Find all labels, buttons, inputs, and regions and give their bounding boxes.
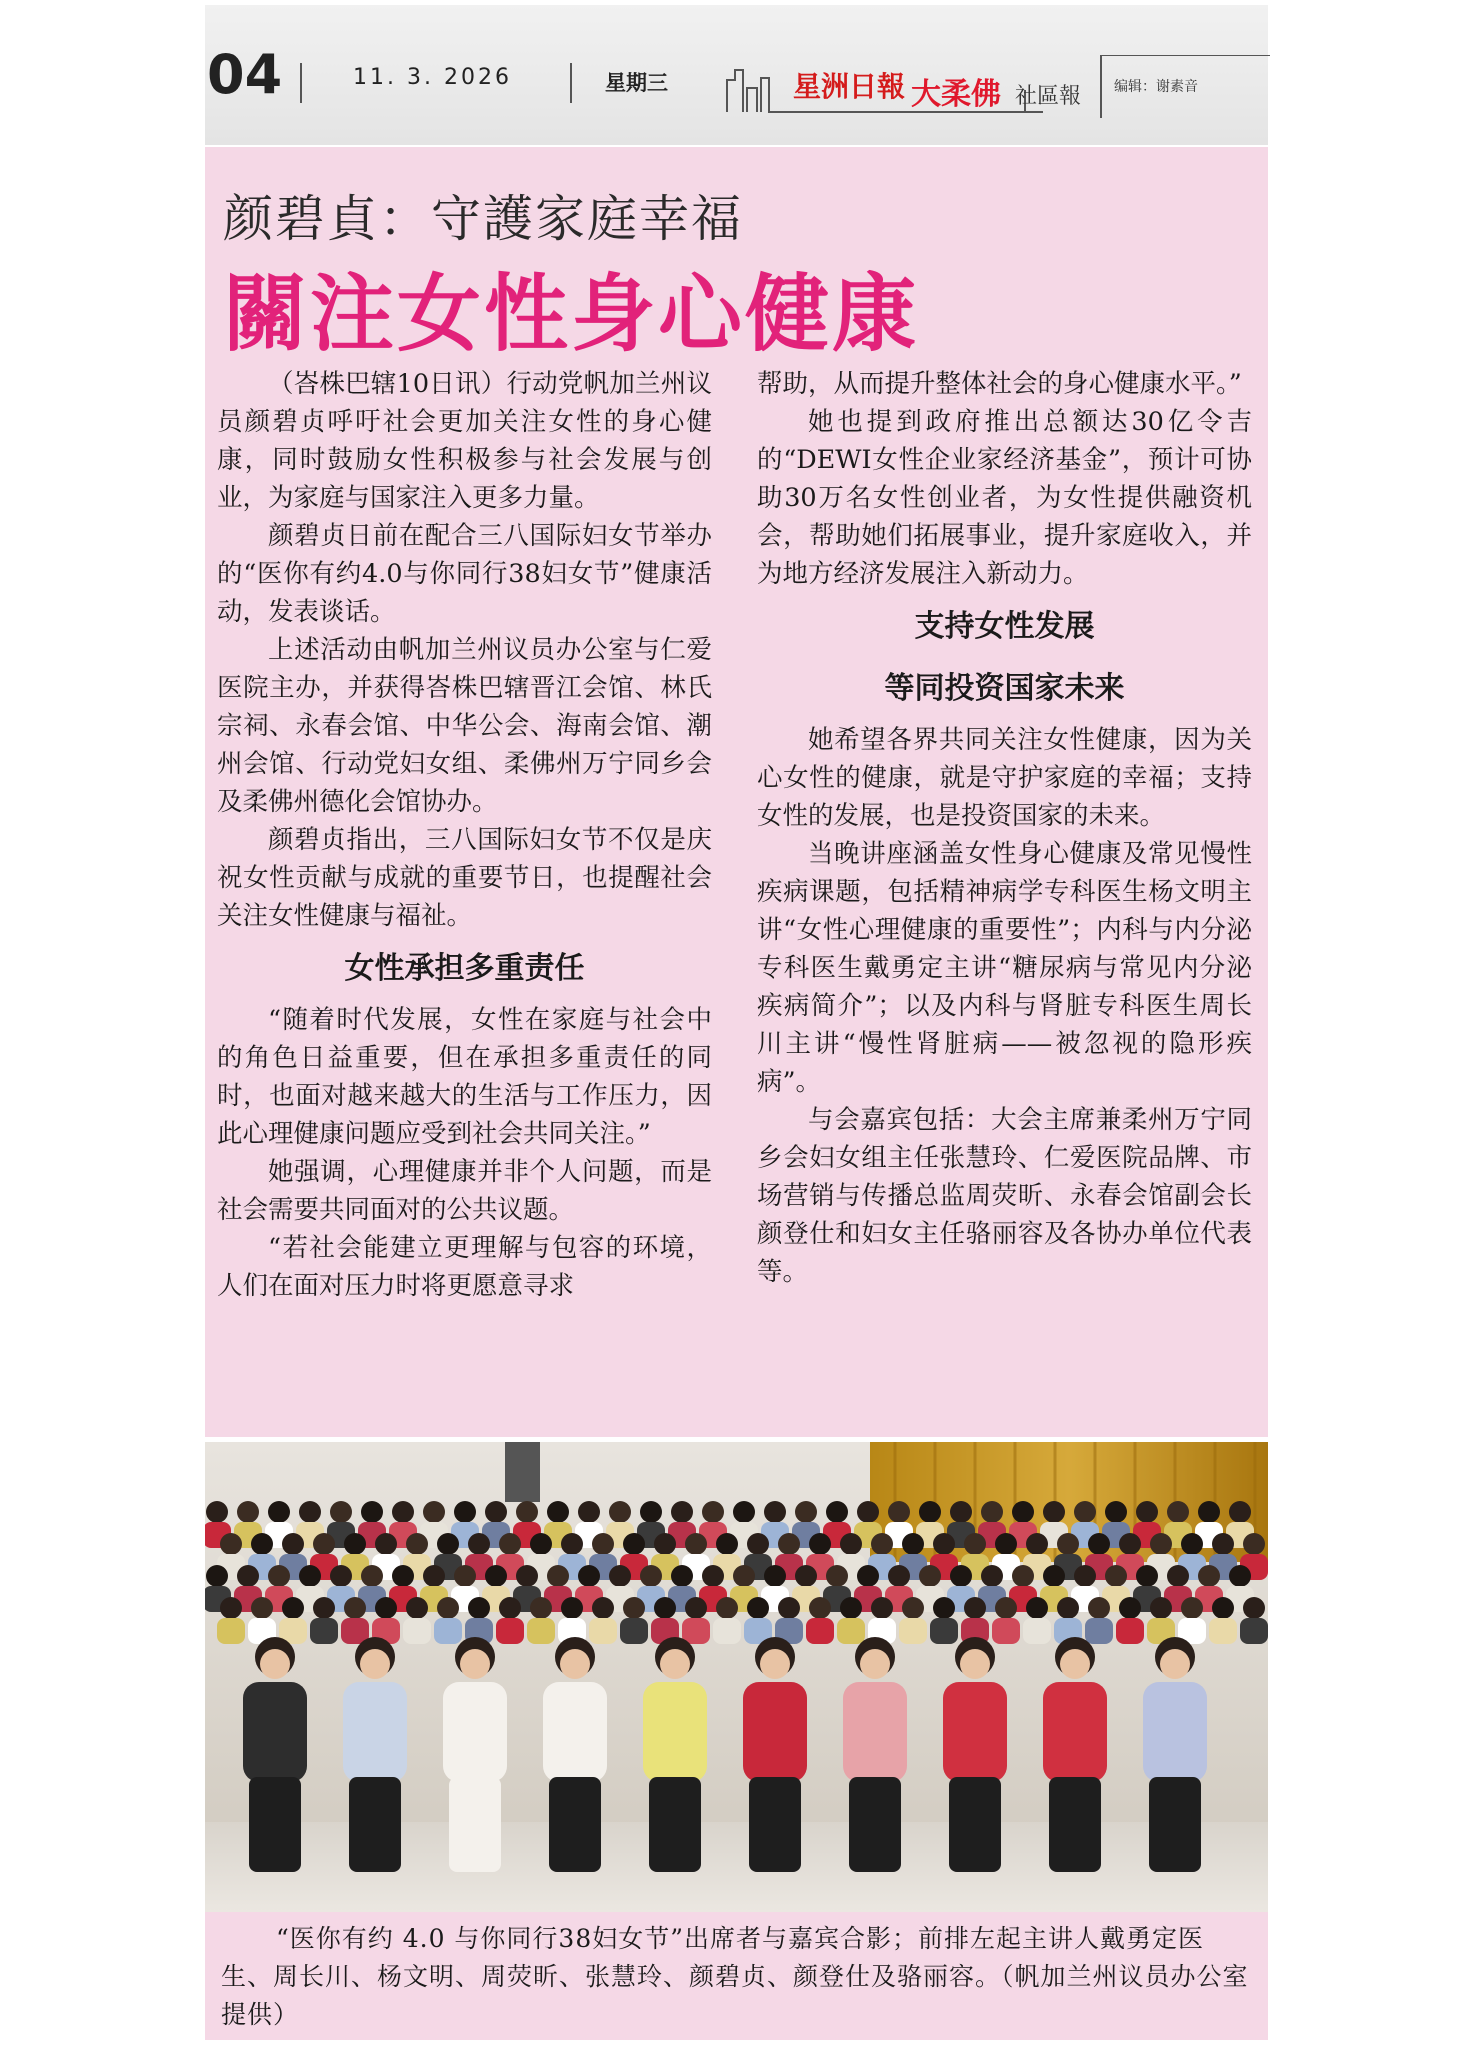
guest-body [443, 1682, 507, 1782]
audience-body [1240, 1618, 1268, 1644]
audience-head [1043, 1565, 1065, 1587]
brand-logo: 星洲日報 [793, 70, 906, 103]
audience-head [237, 1565, 259, 1587]
audience-head [282, 1597, 304, 1619]
audience-head [330, 1565, 352, 1587]
header-divider [300, 63, 302, 103]
audience-body [620, 1618, 648, 1644]
audience-head [268, 1565, 290, 1587]
audience-head [1074, 1565, 1096, 1587]
audience-head [902, 1533, 924, 1555]
audience-head [778, 1533, 800, 1555]
audience-head [468, 1597, 490, 1619]
audience-head [516, 1565, 538, 1587]
audience-head [423, 1565, 445, 1587]
audience-head [1043, 1501, 1065, 1523]
audience-body [1085, 1618, 1113, 1644]
audience-head [1012, 1565, 1034, 1587]
audience-head [1026, 1533, 1048, 1555]
audience-body [992, 1618, 1020, 1644]
audience-head [206, 1501, 228, 1523]
audience-body [527, 1618, 555, 1644]
audience-head [251, 1533, 273, 1555]
audience-head [313, 1533, 335, 1555]
audience-head [361, 1565, 383, 1587]
group-photo [205, 1442, 1268, 1912]
photo-caption-box [205, 1912, 1268, 2040]
audience-head [578, 1501, 600, 1523]
audience-head [375, 1597, 397, 1619]
audience-body [589, 1618, 617, 1644]
guest-body [643, 1682, 707, 1782]
guest-legs [949, 1777, 1001, 1872]
guest-body [1043, 1682, 1107, 1782]
guest-legs [649, 1777, 701, 1872]
audience-body [806, 1618, 834, 1644]
audience-body [682, 1618, 710, 1644]
audience-head [1074, 1501, 1096, 1523]
audience-head [1212, 1597, 1234, 1619]
audience-head [764, 1565, 786, 1587]
audience-head [964, 1597, 986, 1619]
audience-head [778, 1597, 800, 1619]
audience-body [930, 1618, 958, 1644]
newspaper-page [205, 5, 1268, 2040]
audience-head [623, 1533, 645, 1555]
audience-head [1150, 1597, 1172, 1619]
audience-head [671, 1565, 693, 1587]
guest-body [943, 1682, 1007, 1782]
audience-head [1243, 1533, 1265, 1555]
guest-face [1160, 1649, 1190, 1679]
audience-head [1181, 1533, 1203, 1555]
audience-head [485, 1501, 507, 1523]
audience-head [330, 1501, 352, 1523]
audience-head [392, 1565, 414, 1587]
issue-date: 11. 3. 2026 [353, 65, 512, 90]
audience-head [640, 1501, 662, 1523]
audience-head [919, 1501, 941, 1523]
audience-head [1057, 1597, 1079, 1619]
audience-head [1212, 1533, 1234, 1555]
guest-legs [549, 1777, 601, 1872]
article [205, 147, 1268, 1437]
audience-head [640, 1565, 662, 1587]
audience-head [840, 1597, 862, 1619]
audience-head [747, 1533, 769, 1555]
audience-head [857, 1501, 879, 1523]
guest-legs [349, 1777, 401, 1872]
audience-head [530, 1533, 552, 1555]
audience-head [888, 1501, 910, 1523]
audience-head [671, 1501, 693, 1523]
article-paragraph: 当晚讲座涵盖女性身心健康及常见慢性疾病课题，包括精神病学专科医生杨文明主讲“女性心理健康的重要性”；内科与内分泌专科医生戴勇定主讲“糖尿病与常见内分泌疾病简介”；以及内科与肾脏专科医生周长川主讲“慢性肾脏病——被忽视的隐形疾病”。 [757, 839, 1252, 1097]
audience-head [344, 1597, 366, 1619]
audience-head [530, 1597, 552, 1619]
audience-head [950, 1565, 972, 1587]
audience-head [888, 1565, 910, 1587]
article-paragraph: 她希望各界共同关注女性健康，因为关心女性的健康，就是守护家庭的幸福；支持女性的发展，也是投资国家的未来。 [757, 725, 1252, 831]
audience-head [795, 1501, 817, 1523]
audience-head [702, 1501, 724, 1523]
section-logo: 大柔佛 [911, 77, 1001, 112]
audience-head [809, 1597, 831, 1619]
audience-head [592, 1597, 614, 1619]
article-paragraph: 上述活动由帆加兰州议员办公室与仁爱医院主办，并获得峇株巴辖晋江会馆、林氏宗祠、永春会馆、中华公会、海南会馆、潮州会馆、行动党妇女组、柔佛州万宁同乡会及柔佛州德化会馆协办。 [217, 635, 712, 817]
article-kicker: 颜碧貞：守護家庭幸福 [223, 190, 743, 248]
audience-head [1167, 1565, 1189, 1587]
audience-head [516, 1501, 538, 1523]
audience-head [299, 1565, 321, 1587]
audience-head [995, 1597, 1017, 1619]
article-paragraph: 她强调，心理健康并非个人问题，而是社会需要共同面对的公共议题。 [217, 1157, 712, 1225]
audience-body [310, 1618, 338, 1644]
audience-head [995, 1533, 1017, 1555]
audience-body [1209, 1618, 1237, 1644]
audience-head [809, 1533, 831, 1555]
article-paragraph: 与会嘉宾包括：大会主席兼柔州万宁同乡会妇女组主任张慧玲、仁爱医院品牌、市场营销与传播总监周荧昕、永春会馆副会长颜登仕和妇女主任骆丽容及各协办单位代表等。 [757, 1105, 1252, 1287]
article-paragraph: “随着时代发展，女性在家庭与社会中的角色日益重要，但在承担多重责任的同时，也面对越来越大的生活与工作压力，因此心理健康问题应受到社会共同关注。” [217, 1005, 712, 1149]
audience-head [313, 1597, 335, 1619]
audience-head [1105, 1501, 1127, 1523]
audience-head [437, 1597, 459, 1619]
audience-head [547, 1565, 569, 1587]
audience-head [702, 1565, 724, 1587]
audience-head [1088, 1533, 1110, 1555]
audience-head [685, 1597, 707, 1619]
audience-body [434, 1618, 462, 1644]
audience-head [1105, 1565, 1127, 1587]
article-paragraph: （峇株巴辖10日讯）行动党帆加兰州议员颜碧贞呼吁社会更加关注女性的身心健康，同时鼓励女性积极参与社会发展与创业，为家庭与国家注入更多力量。 [217, 369, 712, 513]
audience-head [902, 1597, 924, 1619]
audience-head [981, 1501, 1003, 1523]
audience-head [468, 1533, 490, 1555]
audience-body [496, 1618, 524, 1644]
audience-head [361, 1501, 383, 1523]
section-subhead: 等同投资国家未来 [884, 671, 1125, 706]
audience-head [840, 1533, 862, 1555]
guest-legs [449, 1777, 501, 1872]
guest-body [243, 1682, 307, 1782]
audience-head [1181, 1597, 1203, 1619]
audience-head [685, 1533, 707, 1555]
audience-head [654, 1533, 676, 1555]
audience-head [1119, 1533, 1141, 1555]
audience-head [654, 1597, 676, 1619]
audience-head [454, 1501, 476, 1523]
audience-head [623, 1597, 645, 1619]
audience-head [406, 1533, 428, 1555]
article-headline: 關注女性身心健康 [223, 265, 920, 363]
audience-head [826, 1565, 848, 1587]
article-paragraph: “若社会能建立更理解与包容的环境，人们在面对压力时将更愿意寻求 [217, 1233, 712, 1301]
audience-head [933, 1597, 955, 1619]
audience-head [871, 1533, 893, 1555]
guest-body [1143, 1682, 1207, 1782]
audience-head [716, 1597, 738, 1619]
audience-body [837, 1618, 865, 1644]
audience-head [299, 1501, 321, 1523]
guest-face [860, 1649, 890, 1679]
audience-head [220, 1597, 242, 1619]
audience-head [981, 1565, 1003, 1587]
article-right-column [757, 365, 1252, 1291]
audience-head [1119, 1597, 1141, 1619]
section-subhead: 支持女性发展 [914, 609, 1095, 644]
editor-box [1100, 55, 1270, 118]
article-left-column [217, 365, 712, 1305]
audience-head [561, 1533, 583, 1555]
guest-body [843, 1682, 907, 1782]
guest-body [543, 1682, 607, 1782]
audience-head [499, 1597, 521, 1619]
page-number: 04 [207, 43, 283, 106]
guest-legs [1049, 1777, 1101, 1872]
audience-head [423, 1501, 445, 1523]
audience-head [747, 1597, 769, 1619]
audience-head [1243, 1597, 1265, 1619]
audience-head [1229, 1565, 1251, 1587]
audience-head [578, 1565, 600, 1587]
photo-caption: “医你有约 4.0 与你同行38妇女节”出席者与嘉宾合影；前排左起主讲人戴勇定医生、周长川、杨文明、周荧昕、张慧玲、颜碧贞、颜登仕及骆丽容。（帆加兰州议员办公室提供） [221, 1924, 1249, 2029]
guest-legs [749, 1777, 801, 1872]
guest-face [660, 1649, 690, 1679]
editor-credit: 编辑：谢素音 [1114, 79, 1198, 95]
audience-head [392, 1501, 414, 1523]
audience-head [795, 1565, 817, 1587]
audience-body [403, 1618, 431, 1644]
guest-legs [1149, 1777, 1201, 1872]
audience-head [547, 1501, 569, 1523]
audience-head [609, 1565, 631, 1587]
audience-head [933, 1533, 955, 1555]
audience-head [733, 1565, 755, 1587]
guest-face [260, 1649, 290, 1679]
article-paragraph: 帮助，从而提升整体社会的身心健康水平。” [757, 369, 1242, 399]
guest-face [560, 1649, 590, 1679]
audience-head [220, 1533, 242, 1555]
guest-face [460, 1649, 490, 1679]
audience-head [1012, 1501, 1034, 1523]
audience-head [282, 1533, 304, 1555]
guest-face [1060, 1649, 1090, 1679]
guest-legs [249, 1777, 301, 1872]
audience-head [251, 1597, 273, 1619]
audience-head [437, 1533, 459, 1555]
audience-head [561, 1597, 583, 1619]
audience-head [268, 1501, 290, 1523]
audience-head [454, 1565, 476, 1587]
audience-body [1116, 1618, 1144, 1644]
guest-body [743, 1682, 807, 1782]
audience-head [1150, 1533, 1172, 1555]
audience-head [206, 1565, 228, 1587]
audience-body [899, 1618, 927, 1644]
audience-head [592, 1533, 614, 1555]
article-paragraph: 颜碧贞指出，三八国际妇女节不仅是庆祝女性贡献与成就的重要节日，也提醒社会关注女性健康与福祉。 [217, 825, 712, 931]
article-paragraph: 颜碧贞日前在配合三八国际妇女节举办的“医你有约4.0与你同行38妇女节”健康活动，发表谈话。 [217, 521, 712, 627]
audience-head [375, 1533, 397, 1555]
weekday: 星期三 [605, 71, 668, 95]
audience-head [1057, 1533, 1079, 1555]
guest-face [360, 1649, 390, 1679]
audience-body [1023, 1618, 1051, 1644]
audience-head [826, 1501, 848, 1523]
audience-head [344, 1533, 366, 1555]
audience-head [1136, 1565, 1158, 1587]
audience-body [217, 1618, 245, 1644]
audience-head [1167, 1501, 1189, 1523]
guest-face [760, 1649, 790, 1679]
audience-head [1198, 1501, 1220, 1523]
section-suffix: 社區報 [1015, 84, 1082, 109]
guest-face [960, 1649, 990, 1679]
header-divider [570, 63, 572, 103]
page-header [205, 5, 1268, 145]
audience-head [609, 1501, 631, 1523]
audience-head [733, 1501, 755, 1523]
audience-head [1088, 1597, 1110, 1619]
audience-head [950, 1501, 972, 1523]
audience-body [713, 1618, 741, 1644]
audience-head [237, 1501, 259, 1523]
audience-head [919, 1565, 941, 1587]
audience-head [764, 1501, 786, 1523]
audience-head [499, 1533, 521, 1555]
audience-head [485, 1565, 507, 1587]
audience-head [1026, 1597, 1048, 1619]
section-subhead: 女性承担多重责任 [344, 951, 585, 986]
audience-head [964, 1533, 986, 1555]
audience-head [871, 1597, 893, 1619]
guest-legs [849, 1777, 901, 1872]
audience-head [1198, 1565, 1220, 1587]
audience-head [1136, 1501, 1158, 1523]
audience-head [406, 1597, 428, 1619]
audience-head [1229, 1501, 1251, 1523]
article-paragraph: 她也提到政府推出总额达30亿令吉的“DEWI女性企业家经济基金”，预计可协助30万名女性创业者，为女性提供融资机会，帮助她们拓展事业，提升家庭收入，并为地方经济发展注入新动力。 [757, 407, 1252, 589]
guest-body [343, 1682, 407, 1782]
audience-head [716, 1533, 738, 1555]
group-photo-image [205, 1442, 1268, 1912]
audience-head [857, 1565, 879, 1587]
